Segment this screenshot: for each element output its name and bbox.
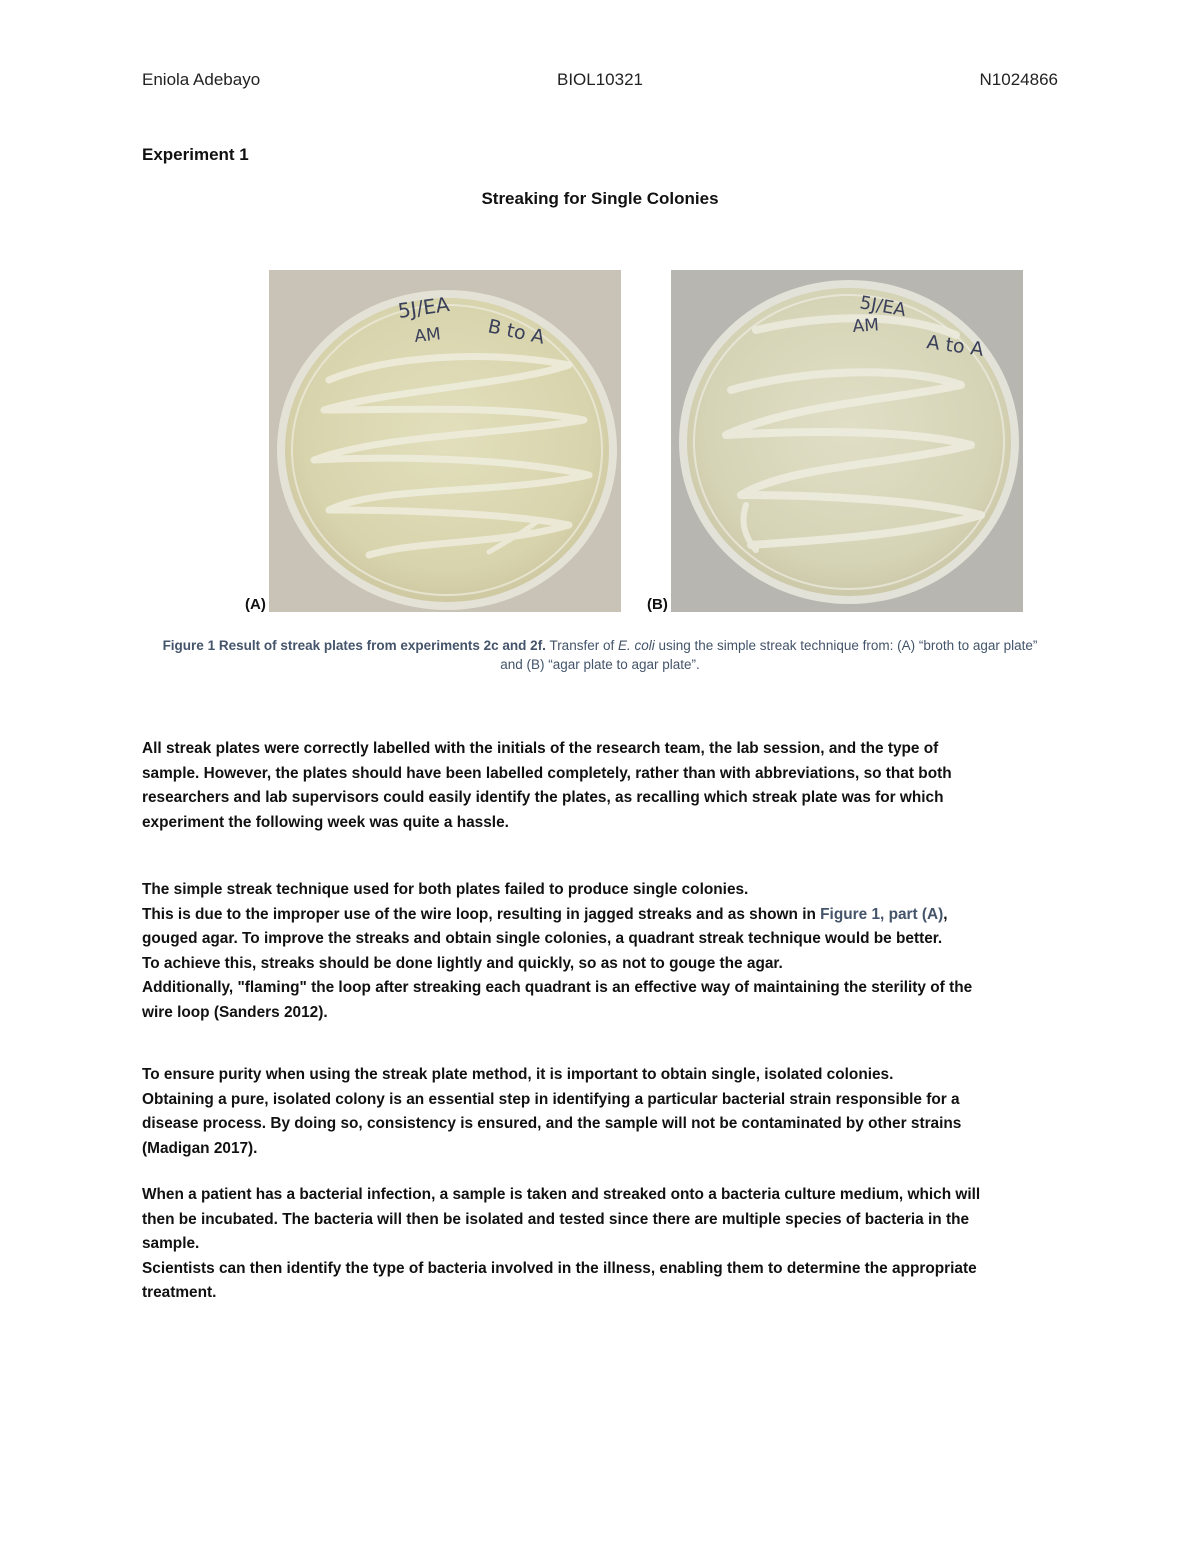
- paragraph-labelling: [142, 737, 1062, 835]
- text-line: To achieve this, streaks should be done lightly and quickly, so as not to gouge the agar.: [142, 954, 783, 972]
- text-line: sample.: [142, 1235, 200, 1252]
- caption-label: Figure 1 Result of streak plates from experiments 2c and 2f.: [162, 638, 546, 653]
- header-author: Eniola Adebayo: [142, 70, 261, 89]
- svg-text:B to A: B to A: [485, 315, 547, 349]
- text-line: Scientists can then identify the type of bacteria involved in the illness, enabling them to determine the appropriate: [142, 1259, 977, 1277]
- document-title: Streaking for Single Colonies: [481, 189, 719, 208]
- svg-text:A to A: A to A: [925, 331, 985, 361]
- text-line: treatment.: [142, 1284, 217, 1301]
- plate-b-photo: [671, 270, 1023, 612]
- text-line: then be incubated. The bacteria will then be isolated and tested since there are multiple species of bacteria in the: [142, 1210, 970, 1228]
- figure-reference-link[interactable]: Figure 1, part (A): [820, 905, 944, 923]
- svg-text:5J/EA: 5J/EA: [858, 292, 908, 322]
- text-segment: ,: [943, 905, 948, 923]
- text-line: disease process. By doing so, consistency is ensured, and the sample will not be contaminated by other strains: [142, 1115, 962, 1132]
- figure-caption: [150, 636, 1050, 674]
- svg-text:5J/EA: 5J/EA: [396, 291, 451, 323]
- figure-tag-b: (B): [647, 596, 668, 613]
- text-line: researchers and lab supervisors could easily identify the plates, as recalling which streak plate was for which: [142, 789, 944, 806]
- caption-species: E. coli: [617, 638, 655, 653]
- paragraph-technique: [142, 878, 1062, 1025]
- figure-tag-a: (A): [245, 596, 266, 613]
- text-line: All streak plates were correctly labelled with the initials of the research team, the lab session, and the type of: [142, 740, 939, 757]
- text-line: gouged agar. To improve the streaks and obtain single colonies, a quadrant streak technique would be better.: [142, 930, 943, 947]
- text-line: When a patient has a bacterial infection, a sample is taken and streaked onto a bacteria culture medium, which will: [142, 1186, 981, 1203]
- header-course: BIOL10321: [556, 70, 643, 89]
- text-segment: This is due to the improper use of the wire loop, resulting in jagged streaks and as shown in: [142, 905, 821, 923]
- paragraph-purity: [142, 1063, 1062, 1161]
- svg-text:AM: AM: [413, 324, 442, 347]
- caption-text-1: Transfer of: [545, 638, 618, 653]
- text-line: Obtaining a pure, isolated colony is an essential step in identifying a particular bacterial strain responsible for a: [142, 1090, 960, 1108]
- text-line: Additionally, "flaming" the loop after streaking each quadrant is an effective way of maintaining the sterility of the: [142, 979, 973, 996]
- section-heading: Experiment 1: [142, 145, 249, 164]
- text-line: The simple streak technique used for both plates failed to produce single colonies.: [142, 881, 749, 898]
- text-line: [142, 903, 1062, 928]
- header-student-id: N1024866: [979, 70, 1058, 89]
- text-line: (Madigan 2017).: [142, 1139, 258, 1157]
- text-line: experiment the following week was quite a hassle.: [142, 813, 509, 831]
- plate-a-photo: [269, 270, 621, 612]
- paragraph-clinical: [142, 1183, 1062, 1306]
- svg-text:AM: AM: [851, 315, 880, 337]
- text-line: To ensure purity when using the streak plate method, it is important to obtain single, isolated colonies.: [142, 1066, 894, 1083]
- caption-text-2: using the simple streak technique from: (A) “broth to agar plate” and (B) “agar plate to agar plate”.: [500, 638, 1038, 672]
- text-line: wire loop (Sanders 2012).: [142, 1003, 328, 1021]
- text-line: sample. However, the plates should have been labelled completely, rather than with abbreviations, so that both: [142, 764, 952, 782]
- page-header: [142, 70, 1058, 94]
